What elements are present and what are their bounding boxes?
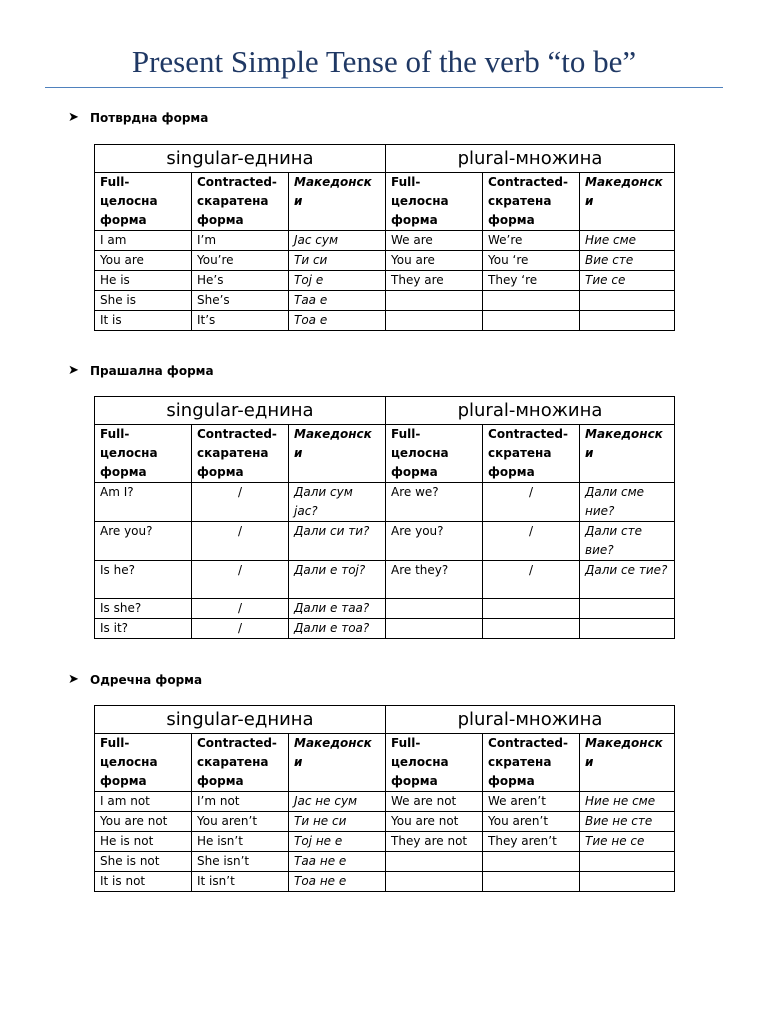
table-cell: You aren’t <box>483 812 580 832</box>
arrow-bullet-icon: ➤ <box>68 363 79 378</box>
table-cell: I’m not <box>192 792 289 812</box>
table-cell: We are <box>386 231 483 251</box>
table-row <box>95 291 675 311</box>
table-cell: Are you? <box>386 522 483 561</box>
section-heading <box>68 110 208 125</box>
table-cell: Is he? <box>95 561 192 599</box>
table-cell: Тој не е <box>289 832 386 852</box>
table-cell: Are you? <box>95 522 192 561</box>
table-cell: She’s <box>192 291 289 311</box>
table-cell <box>483 291 580 311</box>
table-row <box>95 792 675 812</box>
column-header: Contracted-скратена форма <box>483 734 580 792</box>
table-cell <box>580 311 675 331</box>
table-cell: Am I? <box>95 483 192 522</box>
arrow-bullet-icon: ➤ <box>68 672 79 687</box>
table-cell <box>483 599 580 619</box>
column-header: Full-целосна форма <box>386 173 483 231</box>
verb-table <box>94 144 675 331</box>
table-row <box>95 832 675 852</box>
table-cell: Таа не е <box>289 852 386 872</box>
table-cell: Ти не си <box>289 812 386 832</box>
table-row <box>95 251 675 271</box>
table-row <box>95 812 675 832</box>
table-cell: They are not <box>386 832 483 852</box>
table-cell <box>580 291 675 311</box>
verb-table <box>94 396 675 639</box>
table-cell: Is she? <box>95 599 192 619</box>
table-row <box>95 561 675 599</box>
table-cell: We’re <box>483 231 580 251</box>
table-cell: Таа е <box>289 291 386 311</box>
table-cell <box>386 619 483 639</box>
table-cell: She is <box>95 291 192 311</box>
table-cell: Дали е таа? <box>289 599 386 619</box>
singular-group-header: singular-еднина <box>95 397 386 425</box>
column-header: Македонски <box>580 425 675 483</box>
verb-table <box>94 705 675 892</box>
table-cell: / <box>483 522 580 561</box>
column-header: Full-целосна форма <box>386 734 483 792</box>
table-cell: Тие не се <box>580 832 675 852</box>
section-heading <box>68 363 214 378</box>
table-cell: Јас сум <box>289 231 386 251</box>
table-cell: / <box>192 619 289 639</box>
table-cell: Are we? <box>386 483 483 522</box>
column-header: Full-целосна форма <box>95 425 192 483</box>
column-header: Македонски <box>289 734 386 792</box>
table-cell: They aren’t <box>483 832 580 852</box>
table-cell: Ти си <box>289 251 386 271</box>
column-header: Contracted-скаратена форма <box>192 173 289 231</box>
table-cell: She isn’t <box>192 852 289 872</box>
table-cell: It isn’t <box>192 872 289 892</box>
table-cell: He is not <box>95 832 192 852</box>
singular-group-header: singular-еднина <box>95 706 386 734</box>
arrow-bullet-icon: ➤ <box>68 110 79 125</box>
table-row <box>95 311 675 331</box>
table-cell: You aren’t <box>192 812 289 832</box>
table-cell: I am <box>95 231 192 251</box>
column-header: Full-целосна форма <box>95 173 192 231</box>
table-cell: We are not <box>386 792 483 812</box>
table-cell: Ние не сме <box>580 792 675 812</box>
table-cell: You are <box>386 251 483 271</box>
table-cell: Дали сум јас? <box>289 483 386 522</box>
table-cell: / <box>192 483 289 522</box>
table-cell: You are <box>95 251 192 271</box>
table-cell <box>386 311 483 331</box>
table-cell: You are not <box>95 812 192 832</box>
table-row <box>95 619 675 639</box>
column-header: Македонски <box>289 173 386 231</box>
plural-group-header: plural-множина <box>386 706 675 734</box>
table-cell: He is <box>95 271 192 291</box>
table-row <box>95 271 675 291</box>
column-header: Македонски <box>289 425 386 483</box>
table-cell: It is not <box>95 872 192 892</box>
table-cell <box>580 619 675 639</box>
table-row <box>95 852 675 872</box>
table-cell: / <box>483 561 580 599</box>
column-header: Contracted-скратена форма <box>483 425 580 483</box>
column-header: Full-целосна форма <box>95 734 192 792</box>
table-cell: / <box>483 483 580 522</box>
table-cell: / <box>192 522 289 561</box>
table-cell <box>386 872 483 892</box>
table-cell: Јас не сум <box>289 792 386 812</box>
singular-group-header: singular-еднина <box>95 145 386 173</box>
table-cell: Вие не сте <box>580 812 675 832</box>
table-cell <box>386 291 483 311</box>
table-cell: He’s <box>192 271 289 291</box>
table-cell: Тоа е <box>289 311 386 331</box>
column-header: Македонски <box>580 173 675 231</box>
table-cell: Дали сте вие? <box>580 522 675 561</box>
table-cell: He isn’t <box>192 832 289 852</box>
table-cell: We aren’t <box>483 792 580 812</box>
table-row <box>95 522 675 561</box>
column-header: Contracted-скаратена форма <box>192 425 289 483</box>
table-cell: It is <box>95 311 192 331</box>
table-cell: Тој е <box>289 271 386 291</box>
table-cell <box>580 872 675 892</box>
table-cell: Дали се тие? <box>580 561 675 599</box>
table-row <box>95 872 675 892</box>
table-cell <box>580 852 675 872</box>
table-row <box>95 231 675 251</box>
table-cell: Дали си ти? <box>289 522 386 561</box>
table-cell <box>483 852 580 872</box>
table-cell: Ние сме <box>580 231 675 251</box>
table-cell: Дали е тој? <box>289 561 386 599</box>
table-cell <box>483 311 580 331</box>
section-heading-label: Прашална форма <box>90 363 214 378</box>
table-cell: I’m <box>192 231 289 251</box>
column-header: Contracted-скаратена форма <box>192 734 289 792</box>
column-header: Full-целосна форма <box>386 425 483 483</box>
table-cell: She is not <box>95 852 192 872</box>
table-cell: Are they? <box>386 561 483 599</box>
table-cell <box>386 599 483 619</box>
table-cell: Дали сме ние? <box>580 483 675 522</box>
table-cell: I am not <box>95 792 192 812</box>
table-cell: / <box>192 599 289 619</box>
table-cell: Тие се <box>580 271 675 291</box>
column-header: Македонски <box>580 734 675 792</box>
plural-group-header: plural-множина <box>386 397 675 425</box>
table-cell: Вие сте <box>580 251 675 271</box>
table-cell: You are not <box>386 812 483 832</box>
table-cell: Тоа не е <box>289 872 386 892</box>
table-cell <box>483 619 580 639</box>
section-heading-label: Потврдна форма <box>90 110 209 125</box>
table-cell: Дали е тоа? <box>289 619 386 639</box>
table-cell: Is it? <box>95 619 192 639</box>
table-cell: / <box>192 561 289 599</box>
column-header: Contracted-скратена форма <box>483 173 580 231</box>
section-heading <box>68 672 202 687</box>
table-cell <box>483 872 580 892</box>
table-cell <box>386 852 483 872</box>
table-cell: It’s <box>192 311 289 331</box>
page-title: Present Simple Tense of the verb “to be” <box>131 44 637 79</box>
table-cell <box>580 599 675 619</box>
table-row <box>95 483 675 522</box>
table-cell: You’re <box>192 251 289 271</box>
plural-group-header: plural-множина <box>386 145 675 173</box>
table-cell: They ‘re <box>483 271 580 291</box>
title-underline <box>45 87 723 88</box>
table-cell: They are <box>386 271 483 291</box>
table-row <box>95 599 675 619</box>
section-heading-label: Одречна форма <box>90 672 203 687</box>
table-cell: You ‘re <box>483 251 580 271</box>
